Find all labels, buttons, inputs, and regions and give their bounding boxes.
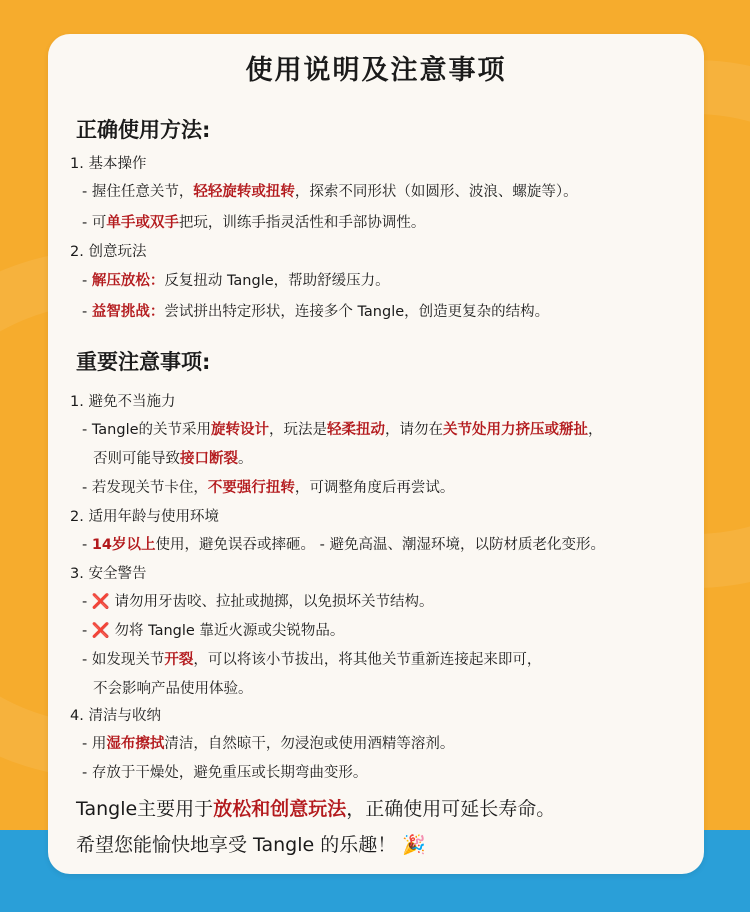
- text-line: - 握住任意关节，轻轻旋转或扭转，探索不同形状（如圆形、波浪、螺旋等）。: [82, 184, 578, 200]
- highlight-text: 益智挑战：: [91, 304, 165, 320]
- highlight-text: 湿布擦拭: [106, 736, 165, 752]
- highlight-text: 开裂: [164, 652, 194, 668]
- highlight-text: 单手或双手: [106, 215, 179, 231]
- item-title-cleaning: 4. 清洁与收纳: [70, 708, 161, 724]
- item-title-safety: 3. 安全警告: [70, 566, 147, 582]
- highlight-text: 轻柔扭动: [327, 422, 386, 438]
- instruction-card: [48, 34, 704, 874]
- text-line: - 存放于干燥处，避免重压或长期弯曲变形。: [82, 765, 368, 781]
- item-title-force: 1. 避免不当施力: [70, 394, 176, 410]
- section-heading-cautions: 重要注意事项:: [76, 350, 211, 374]
- highlight-text: 放松和创意玩法: [213, 798, 347, 820]
- highlight-text: 关节处用力挤压或掰扯: [443, 422, 589, 438]
- item-title-basic: 1. 基本操作: [70, 156, 147, 172]
- highlight-text: 接口断裂: [180, 451, 238, 467]
- highlight-text: 不要强行扭转: [207, 480, 295, 496]
- text-line: - 如发现关节开裂，可以将该小节拔出，将其他关节重新连接起来即可，: [82, 652, 542, 668]
- section-heading-usage: 正确使用方法:: [76, 118, 211, 142]
- highlight-text: 14岁以上: [91, 537, 156, 553]
- text-line: - 用湿布擦拭清洁，自然晾干，勿浸泡或使用酒精等溶剂。: [82, 736, 455, 752]
- highlight-text: 轻轻旋转或扭转: [193, 184, 295, 200]
- text-line: - ❌ 请勿用牙齿咬、拉扯或抛掷，以免损坏关节结构。: [82, 594, 434, 610]
- text-line: - ❌ 勿将 Tangle 靠近火源或尖锐物品。: [82, 623, 345, 639]
- highlight-text: 解压放松：: [91, 273, 165, 289]
- footer-line: Tangle主要用于放松和创意玩法，正确使用可延长寿命。: [76, 798, 556, 820]
- text-line: - Tangle的关节采用旋转设计，玩法是轻柔扭动，请勿在关节处用力挤压或掰扯，: [82, 422, 603, 438]
- party-popper-icon: 🎉: [402, 834, 426, 856]
- text-line: - 益智挑战：尝试拼出特定形状，连接多个 Tangle，创造更复杂的结构。: [82, 304, 550, 320]
- text-line: - 若发现关节卡住，不要强行扭转，可调整角度后再尝试。: [82, 480, 455, 496]
- cross-icon: ❌: [91, 594, 110, 610]
- item-title-creative: 2. 创意玩法: [70, 244, 147, 260]
- text-line: 否则可能导致接口断裂。: [93, 451, 253, 467]
- text-line: 不会影响产品使用体验。: [93, 681, 253, 697]
- page-title: 使用说明及注意事项: [245, 55, 507, 86]
- text-line: - 可单手或双手把玩，训练手指灵活性和手部协调性。: [82, 215, 426, 231]
- cross-icon: ❌: [91, 623, 110, 639]
- footer-line: 希望您能愉快地享受 Tangle 的乐趣！ 🎉: [76, 834, 426, 856]
- item-title-age: 2. 适用年龄与使用环境: [70, 509, 219, 525]
- highlight-text: 旋转设计: [211, 422, 270, 438]
- text-line: - 14岁以上使用，避免误吞或摔砸。 - 避免高温、潮湿环境，以防材质老化变形。: [82, 537, 605, 553]
- text-line: - 解压放松：反复扭动 Tangle，帮助舒缓压力。: [82, 273, 390, 289]
